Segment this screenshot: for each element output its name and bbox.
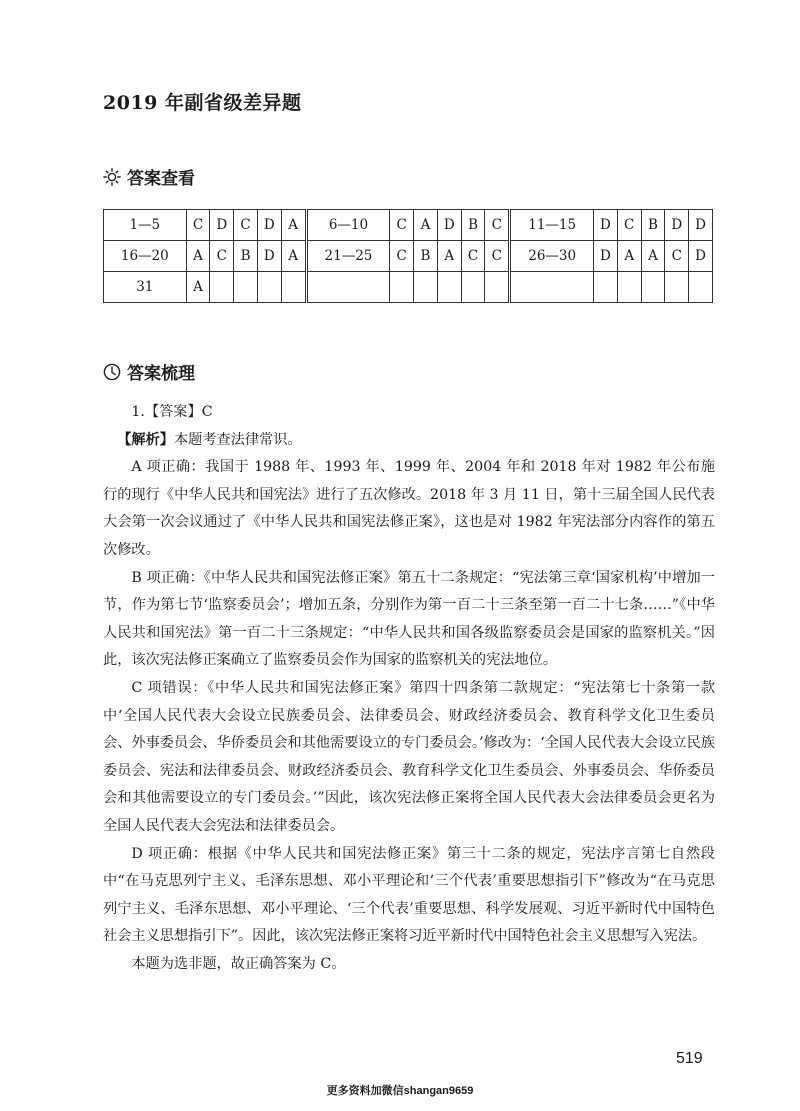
answer-cell: C: [210, 241, 234, 272]
answer-cell: A: [414, 210, 438, 241]
answer-cell: [390, 272, 414, 303]
range-label: 21—25: [306, 241, 390, 272]
answer-cell: [665, 272, 689, 303]
answer-cell: A: [281, 241, 306, 272]
answer-cell: D: [689, 241, 713, 272]
answer-cell: C: [186, 210, 210, 241]
answer-cell: [437, 272, 461, 303]
answer-cell: C: [485, 210, 510, 241]
explanation-body: [103, 399, 715, 978]
answer-cell: [617, 272, 641, 303]
answer-cell: [210, 272, 234, 303]
answer-cell: D: [257, 241, 281, 272]
q1-answer-line: 1.【答案】C: [131, 404, 213, 420]
answer-cell: D: [257, 210, 281, 241]
answer-cell: A: [617, 241, 641, 272]
answer-cell: C: [665, 241, 689, 272]
table-row: [104, 210, 713, 241]
answer-cell: B: [414, 241, 438, 272]
range-label: 6—10: [306, 210, 390, 241]
range-label: 16—20: [104, 241, 187, 272]
answer-cell: D: [210, 210, 234, 241]
answer-cell: [281, 272, 306, 303]
footer-note: 更多资料加微信shangan9659: [326, 1085, 474, 1097]
answer-cell: [485, 272, 510, 303]
range-label: 26—30: [510, 241, 594, 272]
answer-table: [103, 209, 713, 303]
answer-cell: C: [485, 241, 510, 272]
answer-cell: [461, 272, 485, 303]
paragraph-a: A 项正确：我国于 1988 年、1993 年、1999 年、2004 年和 2018 年对 1982 年公布施行的现行《中华人民共和国宪法》进行了五次修改。2018 年 3 月 11 日，第十三届全国人民代表大会第一次会议通过了《中华人民共和国宪法修正案》，这也是对 1982 年宪法部分内容作的第五次修改。: [103, 459, 715, 558]
answer-cell: D: [594, 241, 618, 272]
answer-cell: C: [390, 241, 414, 272]
range-label: 1—5: [104, 210, 187, 241]
answer-cell: D: [594, 210, 618, 241]
answer-cell: [689, 272, 713, 303]
page-title: 2019 年副省级差异题: [103, 92, 302, 114]
answer-cell: [594, 272, 618, 303]
answer-cell: C: [617, 210, 641, 241]
page-number: 519: [676, 1050, 703, 1067]
answer-cell: A: [437, 241, 461, 272]
range-label: [510, 272, 594, 303]
answer-cell: B: [461, 210, 485, 241]
analysis-line: 【解析】本题考查法律常识。: [117, 431, 302, 448]
answer-explain-heading-text: 答案梳理: [127, 364, 195, 384]
answer-cell: A: [281, 210, 306, 241]
answer-cell: D: [437, 210, 461, 241]
range-label: 31: [104, 272, 187, 303]
clock-icon: [103, 363, 121, 381]
answer-cell: C: [234, 210, 258, 241]
sun-icon: [103, 168, 121, 186]
answer-cell: C: [390, 210, 414, 241]
answer-cell: A: [186, 272, 210, 303]
answer-explain-heading: [103, 359, 195, 384]
paragraph-c: C 项错误：《中华人民共和国宪法修正案》第四十四条第二款规定：“宪法第七十条第一款中‘全国人民代表大会设立民族委员会、法律委员会、财政经济委员会、教育科学文化卫生委员会、外事委员会、华侨委员会和其他需要设立的专门委员会。’修改为：‘全国人民代表大会设立民族委员会、宪法和法律委员会、财政经济委员会、教育科学文化卫生委员会、外事委员会、华侨委员会和其他需要设立的专门委员会。’”因此，该次宪法修正案将全国人民代表大会法律委员会更名为全国人民代表大会宪法和法律委员会。: [103, 679, 715, 834]
range-label: 11—15: [510, 210, 594, 241]
range-label: [306, 272, 390, 303]
answer-cell: C: [461, 241, 485, 272]
conclusion: 本题为选非题，故正确答案为 C。: [131, 955, 346, 972]
table-row: [104, 272, 713, 303]
answer-cell: [234, 272, 258, 303]
answer-cell: B: [641, 210, 665, 241]
answer-cell: B: [234, 241, 258, 272]
paragraph-b: B 项正确：《中华人民共和国宪法修正案》第五十二条规定：“宪法第三章‘国家机构’中增加一节，作为第七节‘监察委员会’；增加五条，分别作为第一百二十三条至第一百二十七条……”《中华人民共和国宪法》第一百二十三条规定：“中华人民共和国各级监察委员会是国家的监察机关。”因此，该次宪法修正案确立了监察委员会作为国家的监察机关的宪法地位。: [103, 569, 715, 669]
answer-check-heading: [103, 164, 195, 189]
answer-cell: A: [641, 241, 665, 272]
answer-cell: [414, 272, 438, 303]
answer-cell: A: [186, 241, 210, 272]
answer-cell: [257, 272, 281, 303]
table-row: [104, 241, 713, 272]
answer-cell: [641, 272, 665, 303]
answer-cell: D: [689, 210, 713, 241]
paragraph-d: D 项正确：根据《中华人民共和国宪法修正案》第三十二条的规定，宪法序言第七自然段中“在马克思列宁主义、毛泽东思想、邓小平理论和‘三个代表’重要思想指引下”修改为“在马克思列宁主义、毛泽东思想、邓小平理论、‘三个代表’重要思想、科学发展观、习近平新时代中国特色社会主义思想指引下”。因此，该次宪法修正案将习近平新时代中国特色社会主义思想写入宪法。: [103, 845, 715, 945]
answer-check-heading-text: 答案查看: [127, 169, 195, 189]
answer-cell: D: [665, 210, 689, 241]
